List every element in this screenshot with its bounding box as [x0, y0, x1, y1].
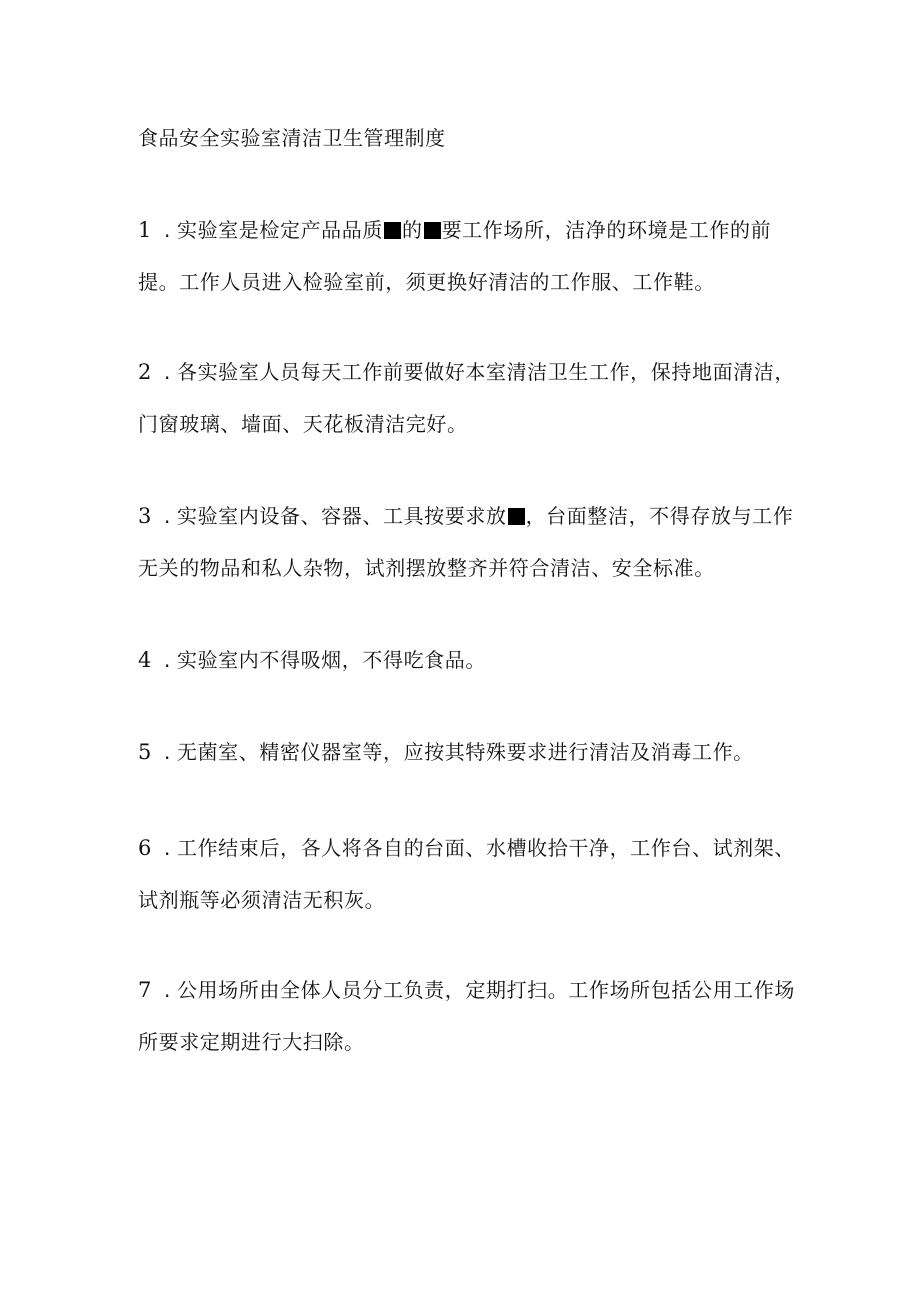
clause-number: 3: [138, 504, 152, 528]
clause-number: 4: [138, 648, 152, 672]
clause-separator: .: [164, 740, 171, 764]
clause-number: 2: [138, 360, 152, 384]
clause-text: 公用场所由全体人员分工负责，定期打扫。工作场所包括公用工作场所要求定期进行大扫除。: [138, 978, 795, 1054]
clause-4: [138, 634, 803, 686]
clause-separator: .: [164, 648, 171, 672]
clause-7: [138, 964, 803, 1068]
clause-3: [138, 490, 803, 594]
clause-text: ，台面整洁，不得存放与工作无关的物品和私人杂物，试剂摆放整齐并符合清洁、安全标准。: [138, 504, 794, 580]
illegible-glyph-block: [384, 222, 401, 239]
clause-number: 6: [138, 836, 152, 860]
clause-number: 7: [138, 978, 152, 1002]
clause-text: 无菌室、精密仪器室等，应按其特殊要求进行清洁及消毒工作。: [176, 740, 754, 764]
clause-separator: .: [164, 836, 171, 860]
illegible-glyph-block: [508, 508, 525, 525]
clause-6: [138, 822, 803, 926]
clause-text: 要工作场所，洁净的环境是工作的前提。工作人员进入检验室前，须更换好清洁的工作服、工作鞋。: [138, 218, 772, 294]
clause-separator: .: [164, 360, 171, 384]
clause-separator: .: [164, 504, 171, 528]
clause-5: [138, 726, 803, 778]
clause-text: 的: [401, 218, 423, 242]
illegible-glyph-block: [424, 222, 441, 239]
clause-separator: .: [164, 218, 171, 242]
clause-1: [138, 204, 803, 308]
clause-text: 实验室是检定产品品质: [176, 218, 383, 242]
clause-text: 实验室内设备、容器、工具按要求放: [176, 504, 507, 528]
clause-text: 工作结束后，各人将各自的台面、水槽收拾干净，工作台、试剂架、试剂瓶等必须清洁无积灰。: [138, 836, 795, 912]
document-title: 食品安全实验室清洁卫生管理制度: [138, 126, 446, 150]
clause-separator: .: [164, 978, 171, 1002]
clause-text: 实验室内不得吸烟，不得吃食品。: [176, 648, 486, 672]
clause-2: [138, 346, 803, 450]
clause-number: 5: [138, 740, 152, 764]
clause-number: 1: [138, 218, 152, 242]
clause-text: 各实验室人员每天工作前要做好本室清洁卫生工作，保持地面清洁，门窗玻璃、墙面、天花板清洁完好。: [138, 360, 795, 436]
